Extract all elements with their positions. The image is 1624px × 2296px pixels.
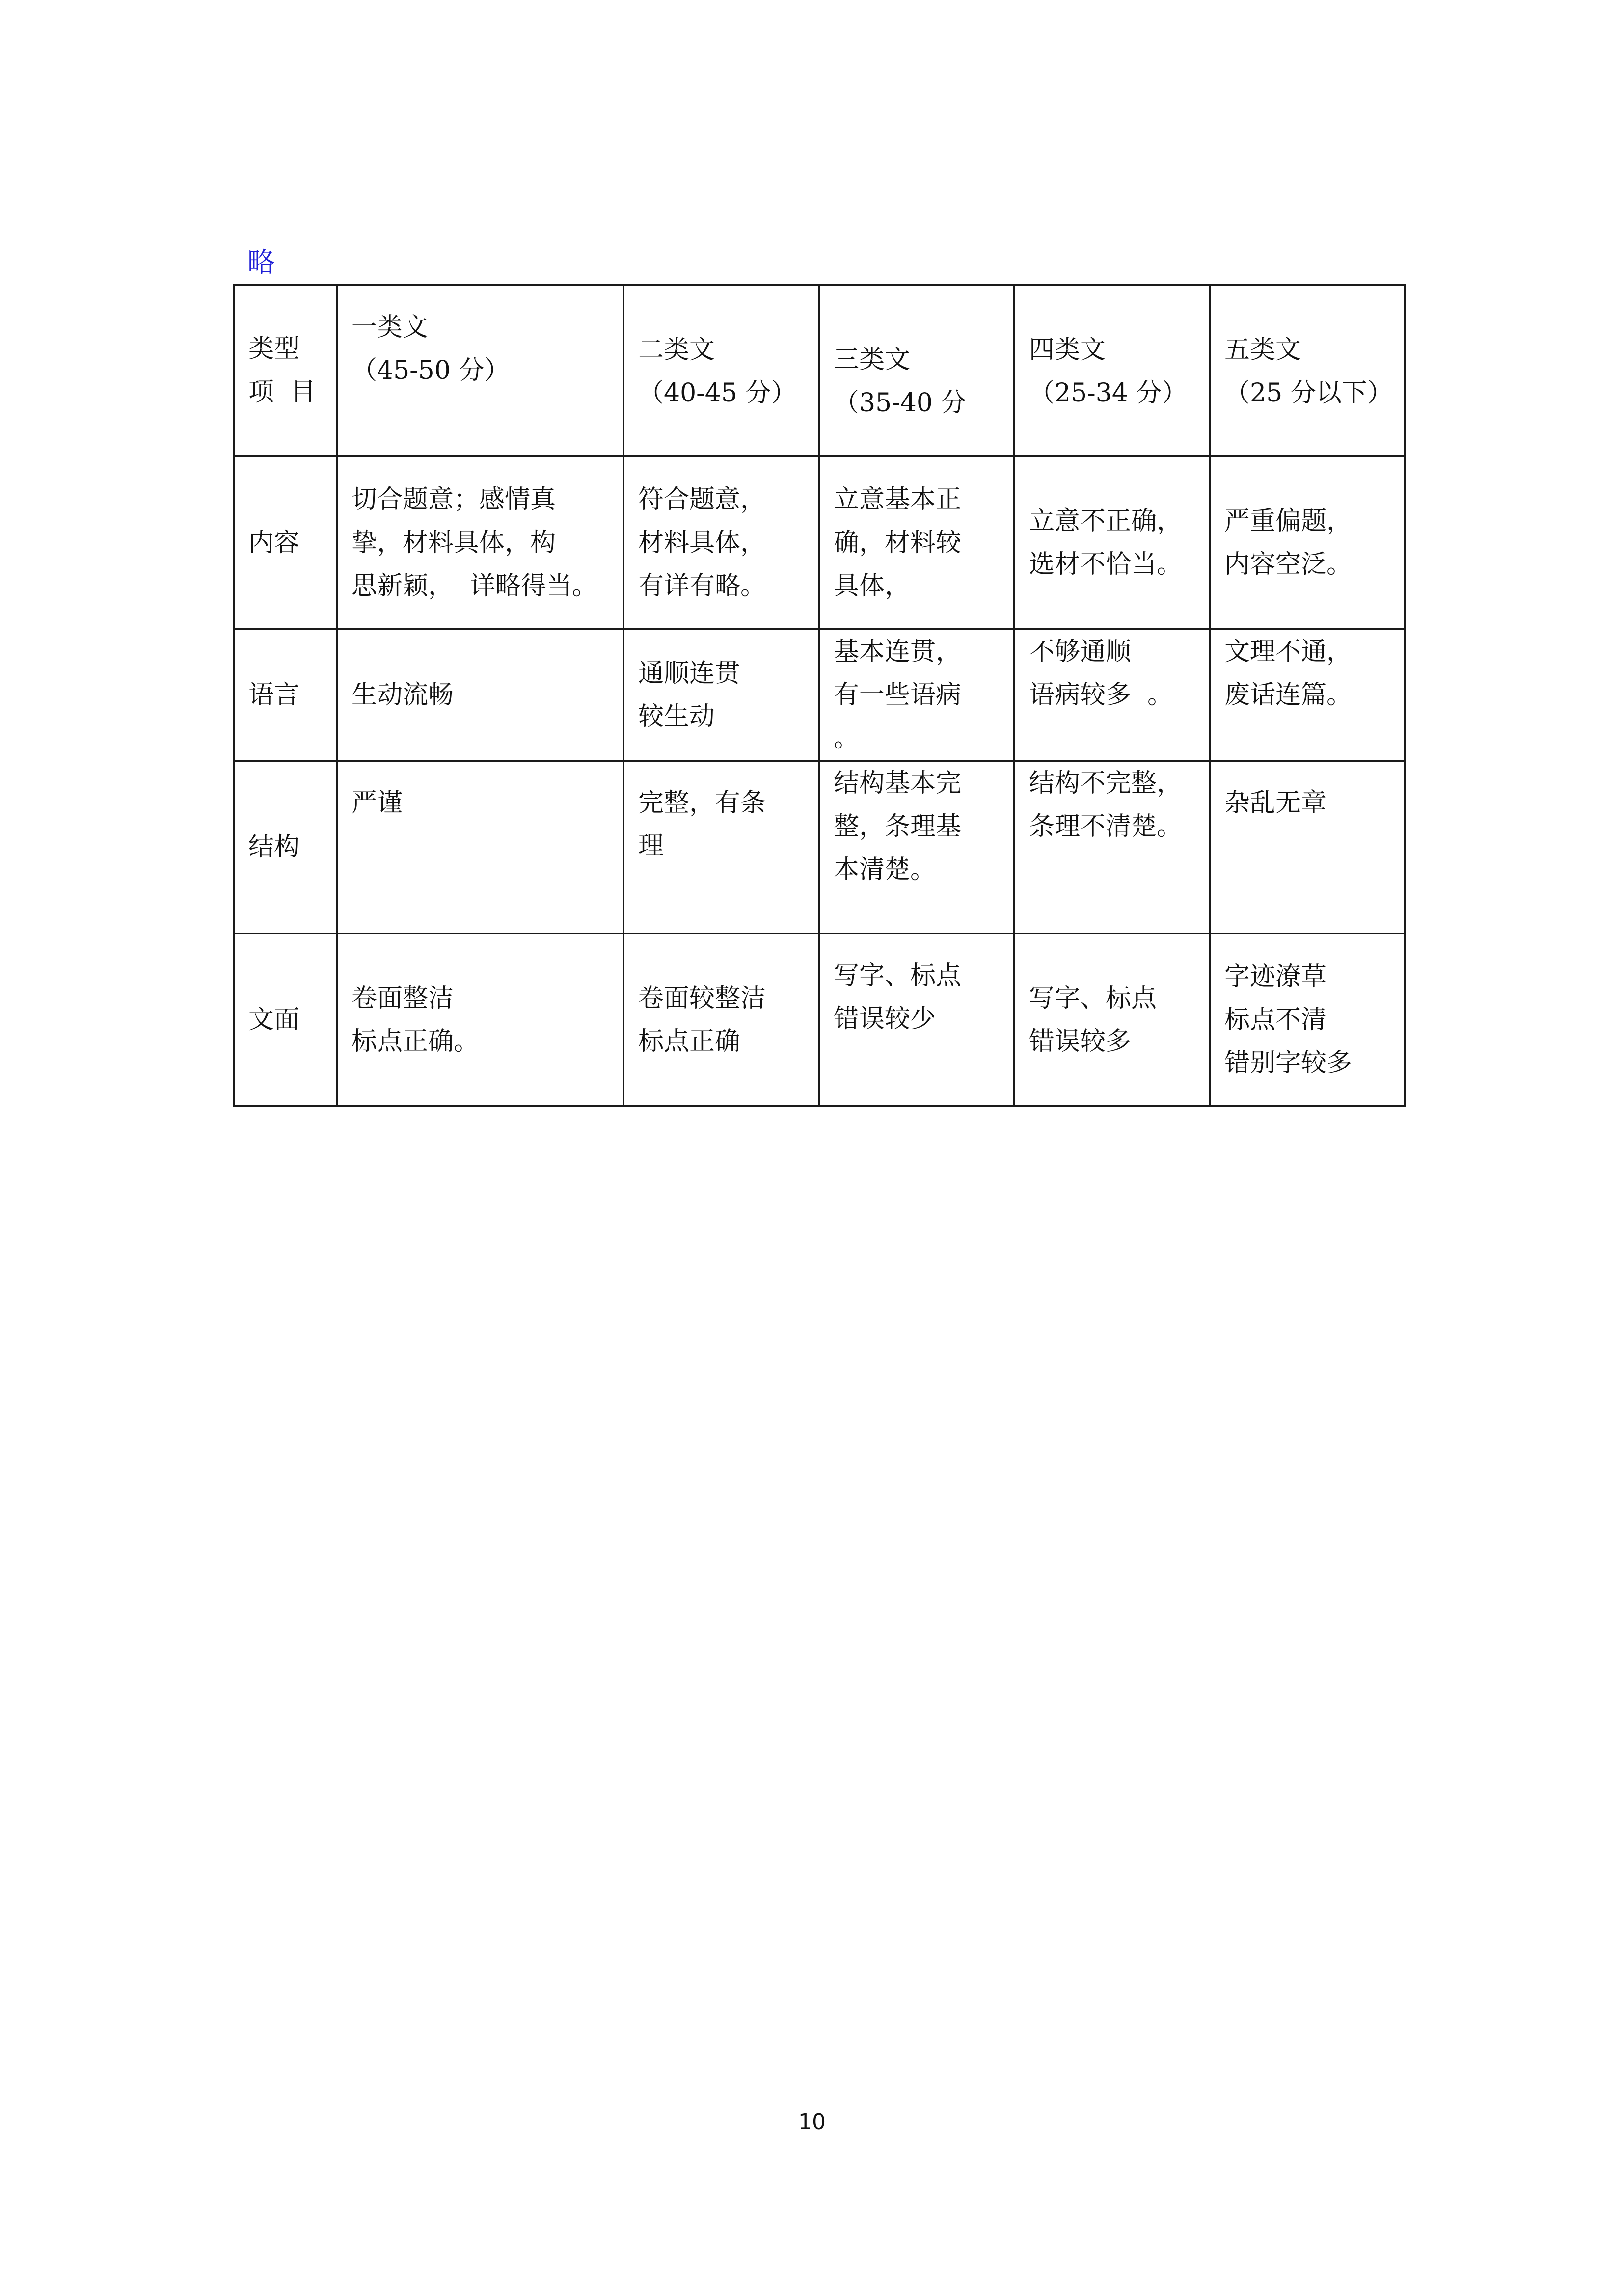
table-header-row [234,285,1405,456]
class5-title: 五类文 [1224,335,1301,365]
row3-class4-cell [1014,934,1210,1106]
cell-line: 错误较多 [1029,1027,1132,1056]
cell-line: 标点不清 [1224,1005,1327,1035]
cell-line: 标点正确。 [352,1027,480,1056]
cell-line: 本清楚。 [834,855,936,884]
cell-line: 理 [638,831,664,861]
class5-header-cell [1210,285,1405,456]
row-label-cell: 结构 [234,761,337,934]
cell-line: 卷面较整洁 [638,984,766,1013]
row0-class4-cell [1014,456,1210,629]
cell-line: 错误较少 [834,1004,936,1034]
cell-line: 错别字较多 [1224,1048,1353,1078]
row2-class2-cell [623,761,819,934]
class1-range: （45-50 分） [352,356,510,385]
row-label-cell: 内容 [234,456,337,629]
cell-line: 内容空泛。 [1224,550,1353,579]
row1-class2-cell [623,629,819,761]
section-heading: 略 [247,247,275,279]
class4-title: 四类文 [1029,335,1106,365]
table-row [234,456,1405,629]
class2-range: （40-45 分） [638,378,797,408]
row1-class3-cell [819,629,1014,761]
row3-class5-cell [1210,934,1405,1106]
type-item-header-cell [234,285,337,456]
row2-class5-cell [1210,761,1405,934]
cell-line: 杂乱无章 [1224,788,1327,818]
cell-line: 完整，有条 [638,788,766,818]
cell-line: 通顺连贯 [638,659,741,688]
grading-rubric-table [233,284,1406,1107]
cell-line: 生动流畅 [352,680,454,710]
cell-line: 符合题意， [638,485,766,514]
row1-class1-cell [337,629,623,761]
page-number: 10 [798,2109,826,2135]
class4-range: （25-34 分） [1029,378,1188,408]
cell-line: 标点正确 [638,1027,741,1056]
cell-line: 选材不恰当。 [1029,550,1183,579]
cell-line: 确，材料较 [834,528,962,558]
cell-line: 条理不清楚。 [1029,812,1183,841]
cell-line: 较生动 [638,702,715,731]
cell-line: 字迹潦草 [1224,962,1327,991]
table-row [234,629,1405,761]
cell-line: 卷面整洁 [352,984,454,1013]
cell-line: 结构基本完 [834,769,962,798]
row1-class5-cell [1210,629,1405,761]
class2-header-cell [623,285,819,456]
cell-line: 写字、标点 [1029,984,1157,1013]
cell-line: 立意基本正 [834,485,962,514]
cell-line: 严谨 [352,788,403,818]
class5-range: （25 分以下） [1224,378,1393,408]
item-label: 项 目 [248,377,316,407]
class3-title: 三类文 [834,345,911,374]
cell-line: 语病较多 。 [1029,680,1173,710]
table-row [234,934,1405,1106]
cell-line: 有详有略。 [638,571,766,601]
cell-line: 具体， [834,571,911,601]
row0-class2-cell [623,456,819,629]
cell-line: 不够通顺 [1029,637,1132,667]
row0-class5-cell [1210,456,1405,629]
row0-class1-cell [337,456,623,629]
row3-class3-cell [819,934,1014,1106]
cell-line: 挚，材料具体，构 [352,528,556,558]
cell-line: 切合题意；感情真 [352,485,556,514]
class2-title: 二类文 [638,335,715,365]
cell-line: 基本连贯， [834,637,962,667]
cell-line: 写字、标点 [834,961,962,990]
cell-line: 严重偏题， [1224,507,1353,536]
row3-class2-cell [623,934,819,1106]
class4-header-cell [1014,285,1210,456]
row2-class1-cell [337,761,623,934]
row0-class3-cell [819,456,1014,629]
row-label-cell: 语言 [234,629,337,761]
cell-line: 。 [834,723,860,753]
row2-class4-cell [1014,761,1210,934]
row3-class1-cell [337,934,623,1106]
row1-class4-cell [1014,629,1210,761]
cell-line: 有一些语病 [834,680,962,710]
row2-class3-cell [819,761,1014,934]
class3-header-cell [819,285,1014,456]
cell-line: 材料具体， [638,528,766,558]
cell-line: 文理不通， [1224,637,1353,667]
cell-line: 废话连篇。 [1224,680,1353,710]
class1-title: 一类文 [352,313,429,342]
row-label-cell: 文面 [234,934,337,1106]
type-label: 类型 [248,334,300,364]
cell-line: 立意不正确， [1029,507,1183,536]
table-row [234,761,1405,934]
cell-line: 整，条理基 [834,812,962,841]
cell-line: 结构不完整， [1029,769,1183,798]
cell-line: 思新颖， 详略得当。 [352,571,598,601]
class3-range: （35-40 分 [834,388,967,418]
class1-header-cell [337,285,623,456]
